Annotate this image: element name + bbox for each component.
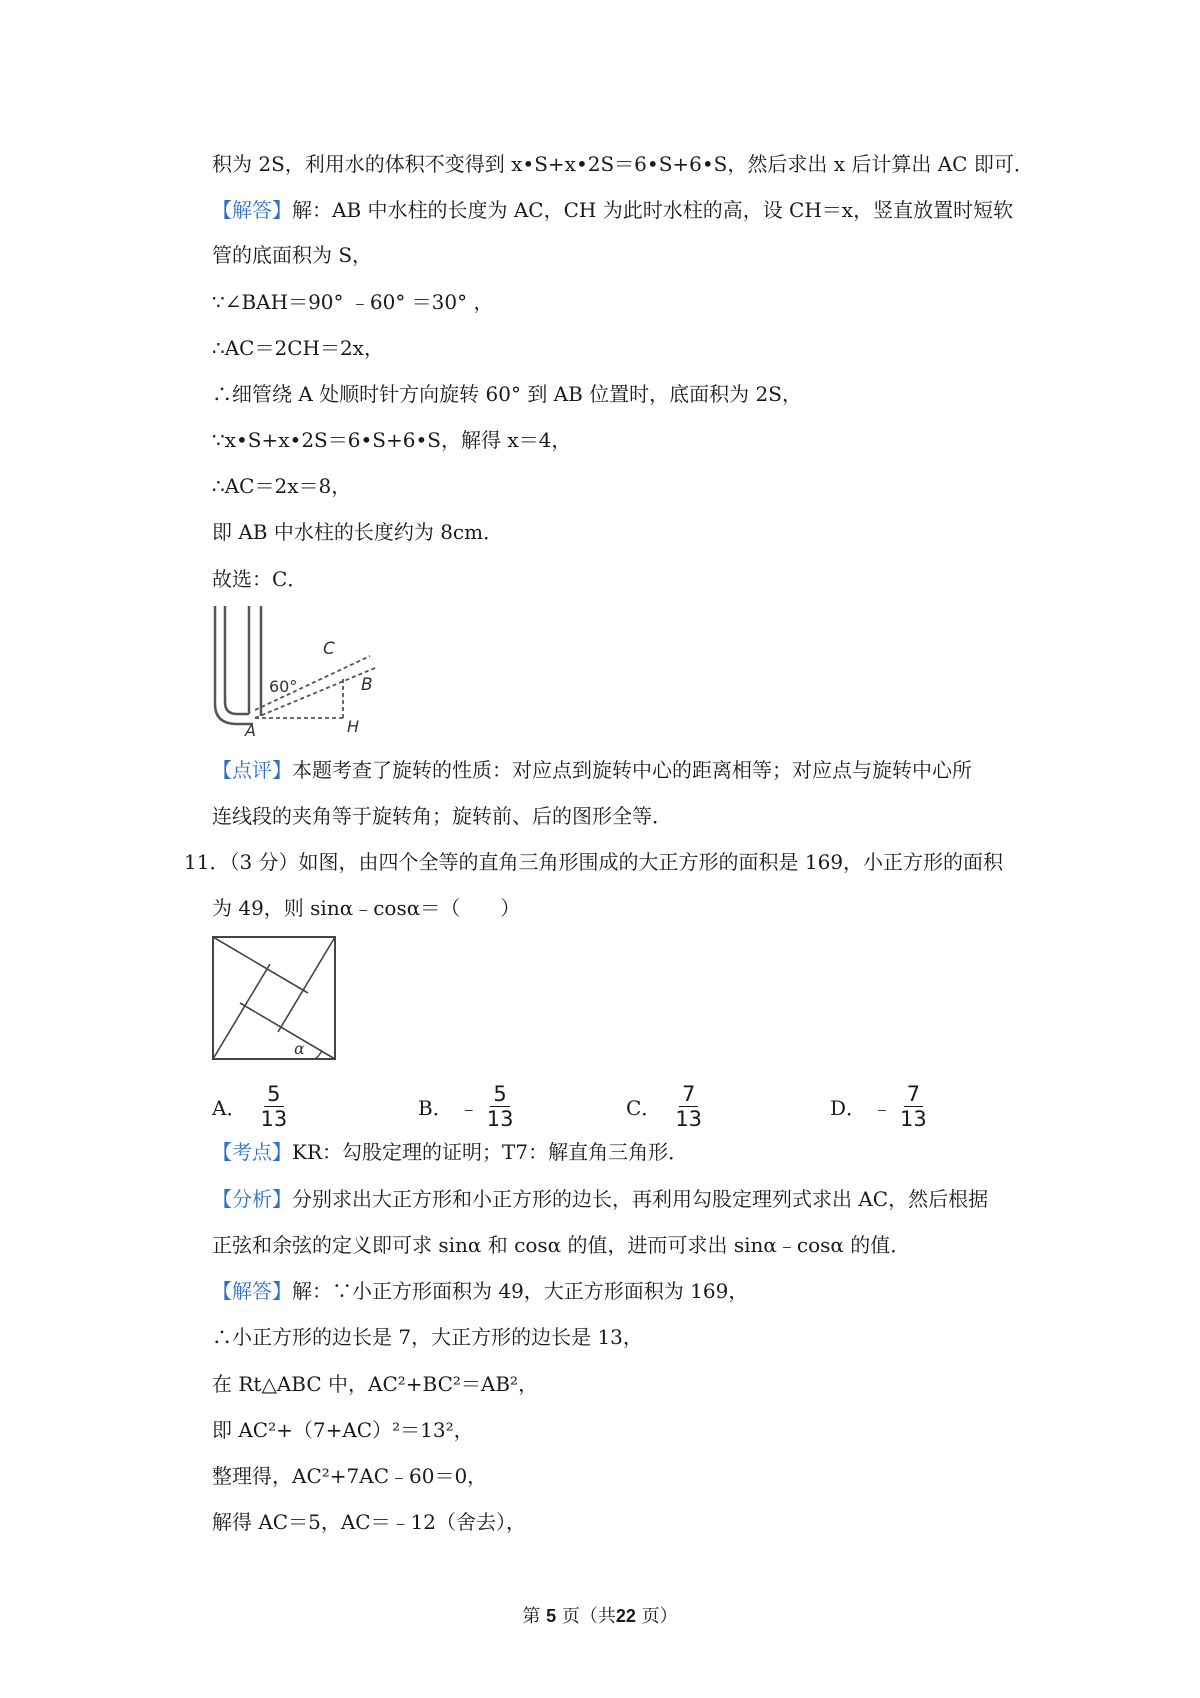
- text-line: ∵∠BAH＝90° ﹣60° ＝30° ，: [212, 290, 494, 314]
- comment-text: 本题考查了旋转的性质：对应点到旋转中心的距离相等；对应点与旋转中心所: [292, 758, 972, 782]
- analysis-line: [212, 1187, 988, 1211]
- analysis-text: 分别求出大正方形和小正方形的边长，再利用勾股定理列式求出 AC，然后根据: [292, 1187, 989, 1211]
- text-line: ∵x•S+x•2S＝6•S+6•S，解得 x＝4，: [212, 428, 572, 452]
- solution-line: 解得 AC＝5，AC＝﹣12（舍去），: [212, 1510, 527, 1534]
- alpha-label: α: [294, 1039, 305, 1058]
- kaodian-tag: 【考点】: [212, 1140, 292, 1164]
- point-h-label: H: [347, 717, 360, 736]
- page-total: 22: [615, 1606, 636, 1626]
- question-stem: 11．（3 分）如图，由四个全等的直角三角形围成的大正方形的面积是 169，小正方形的面积: [184, 850, 1004, 874]
- text-line: ∴AC＝2x＝8，: [212, 474, 352, 498]
- solution-text: 解：∵小正方形面积为 49，大正方形面积为 169，: [292, 1279, 749, 1303]
- kaodian-line: [212, 1140, 688, 1164]
- comment-line: [212, 758, 972, 782]
- solution-line: 即 AC²+（7+AC）²＝13²，: [212, 1418, 474, 1442]
- solution-line: ∴小正方形的边长是 7，大正方形的边长是 13，: [212, 1325, 643, 1349]
- page-number: 5: [546, 1606, 557, 1626]
- option-d: D． ﹣ $\frac{7}{13}$: [830, 1081, 927, 1131]
- option-a: A． $\frac{5}{13}$: [212, 1081, 288, 1131]
- answer-text: 解：AB 中水柱的长度为 AC，CH 为此时水柱的高，设 CH＝x，竖直放置时短软: [292, 198, 1014, 222]
- point-a-label: A: [245, 721, 256, 736]
- tube-rotation-figure: [205, 606, 390, 736]
- solution-tag: 【解答】: [212, 1279, 292, 1303]
- question-stem: 为 49，则 sinα﹣cosα＝（ ）: [212, 896, 521, 920]
- option-c: C． $\frac{7}{13}$: [626, 1081, 703, 1131]
- comment-tag: 【点评】: [212, 758, 292, 782]
- text-line: 管的底面积为 S，: [212, 243, 373, 267]
- kaodian-text: KR：勾股定理的证明；T7：解直角三角形．: [292, 1140, 689, 1164]
- solution-line: 在 Rt△ABC 中，AC²+BC²＝AB²，: [212, 1372, 539, 1396]
- solution-line: [212, 1279, 748, 1303]
- angle-label: 60°: [269, 677, 298, 696]
- text-line: ∴AC＝2CH＝2x，: [212, 336, 384, 360]
- analysis-tag: 【分析】: [212, 1187, 292, 1211]
- point-b-label: B: [361, 675, 373, 695]
- page-footer: 第 5 页（共22 页）: [522, 1606, 678, 1627]
- text-line: 即 AB 中水柱的长度约为 8cm．: [212, 520, 504, 544]
- option-b: B． ﹣ $\frac{5}{13}$: [418, 1081, 514, 1131]
- text-line: [212, 198, 1013, 222]
- comment-line: 连线段的夹角等于旋转角；旋转前、后的图形全等．: [212, 804, 672, 828]
- square-figure: [212, 936, 336, 1060]
- solution-line: 整理得，AC²+7AC﹣60＝0，: [212, 1464, 488, 1488]
- text-line: 积为 2S，利用水的体积不变得到 x•S+x•2S＝6•S+6•S，然后求出 x 后计算出 AC 即可．: [212, 152, 1034, 176]
- analysis-line: 正弦和余弦的定义即可求 sinα 和 cosα 的值，进而可求出 sinα﹣cosα 的值．: [212, 1233, 911, 1257]
- answer-tag: 【解答】: [212, 198, 292, 222]
- point-c-label: C: [323, 639, 335, 659]
- text-line: 故选：C．: [212, 567, 308, 591]
- text-line: ∴细管绕 A 处顺时针方向旋转 60° 到 AB 位置时，底面积为 2S，: [212, 382, 802, 406]
